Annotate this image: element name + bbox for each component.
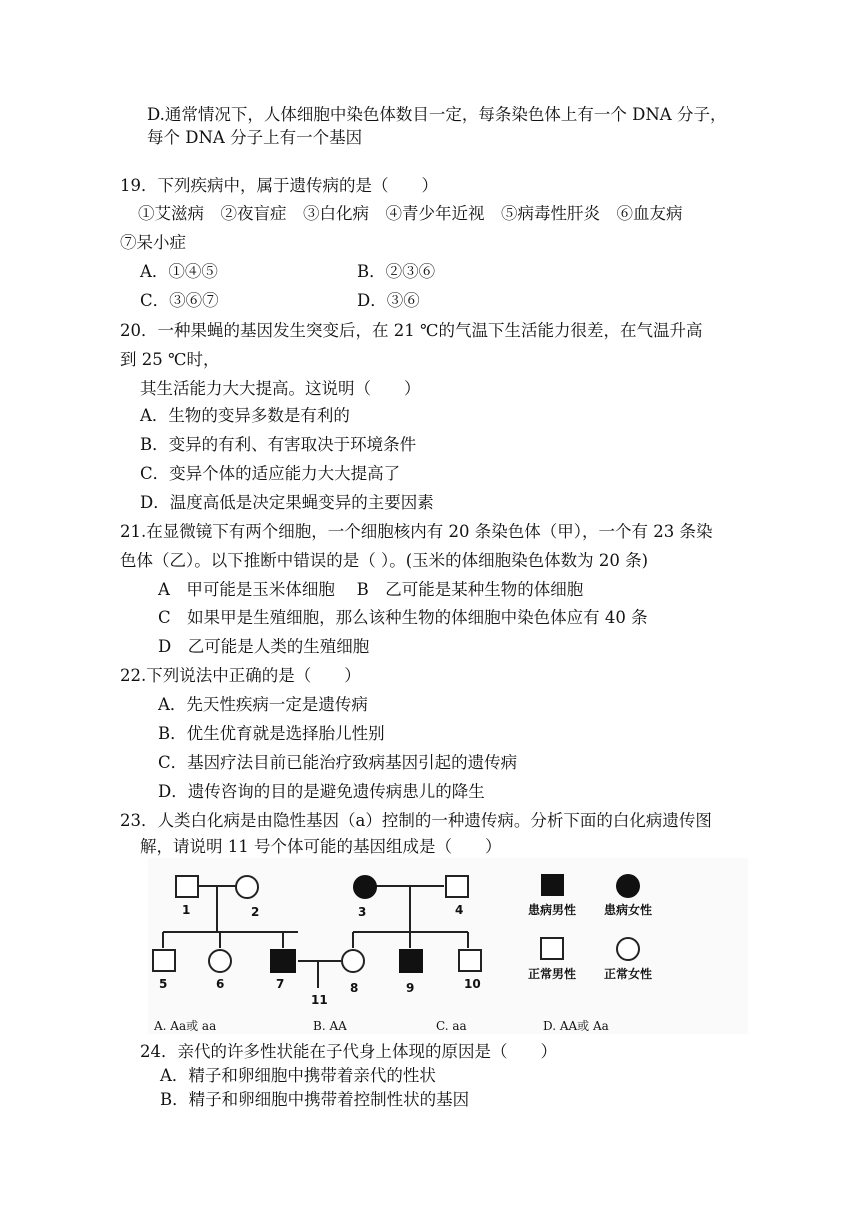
- q19-option-b: B．②③⑥: [357, 262, 436, 281]
- label-individual-5: 5: [159, 977, 168, 991]
- label-individual-4: 4: [455, 903, 464, 917]
- legend-affected-female-label: 患病女性: [603, 903, 653, 917]
- q19-option-a: A．①④⑤: [140, 262, 218, 281]
- q19-stem: 19．下列疾病中，属于遗传病的是（ ）: [120, 176, 438, 195]
- q19-option-d: D．③⑥: [357, 291, 420, 310]
- q23-option-d: D. AA或 Aa: [543, 1019, 609, 1033]
- q21-option-c: C 如果甲是生殖细胞，那么该种生物的体细胞中染色体应有 40 条: [158, 608, 648, 627]
- label-individual-8: 8: [350, 981, 359, 995]
- q23-stem-line1: 23．人类白化病是由隐性基因（a）控制的一种遗传病。分析下面的白化病遗传图: [120, 811, 712, 830]
- q22-option-d: D．遗传咨询的目的是避免遗传病患儿的降生: [158, 782, 485, 801]
- pedigree-diagram: [148, 858, 748, 1034]
- q20-option-d: D．温度高低是决定果蝇变异的主要因素: [140, 493, 434, 512]
- q18-option-d-line2: 每个 DNA 分子上有一个基因: [147, 128, 363, 147]
- legend-normal-female-symbol: [617, 938, 639, 960]
- label-individual-9: 9: [406, 981, 415, 995]
- individual-1-normal-male: [176, 876, 198, 897]
- individual-3-affected-female: [354, 876, 376, 898]
- individual-2-normal-female: [236, 876, 258, 898]
- legend-affected-male-symbol: [541, 874, 564, 896]
- q19-items-line2: ⑦呆小症: [120, 233, 186, 252]
- label-individual-2: 2: [251, 905, 260, 919]
- label-individual-7: 7: [276, 977, 285, 991]
- individual-9-affected-male: [400, 950, 422, 972]
- q19-option-c: C．③⑥⑦: [140, 291, 219, 310]
- q22-option-c: C．基因疗法目前已能治疗致病基因引起的遗传病: [158, 753, 518, 772]
- q22-stem: 22.下列说法中正确的是（ ）: [120, 666, 361, 685]
- legend-normal-male-label: 正常男性: [527, 967, 577, 981]
- q21-stem-line2: 色体（乙）。以下推断中错误的是（ ）。(玉米的体细胞染色体数为 20 条): [120, 551, 649, 570]
- individual-5-normal-male: [153, 950, 175, 971]
- legend-affected-female-symbol: [616, 874, 640, 898]
- q18-option-d-line1: D.通常情况下，人体细胞中染色体数目一定，每条染色体上有一个 DNA 分子，: [147, 105, 727, 124]
- individual-10-normal-male: [459, 950, 481, 971]
- q20-stem-line2: 到 25 ℃时，: [120, 350, 220, 369]
- q20-option-a: A．生物的变异多数是有利的: [140, 406, 350, 425]
- label-individual-11: 11: [311, 993, 328, 1007]
- q20-option-b: B．变异的有利、有害取决于环境条件: [140, 435, 417, 454]
- label-individual-10: 10: [464, 977, 481, 991]
- q22-option-b: B．优生优育就是选择胎儿性别: [158, 724, 385, 743]
- label-individual-3: 3: [358, 905, 367, 919]
- label-individual-6: 6: [216, 977, 225, 991]
- q21-stem-line1: 21.在显微镜下有两个细胞，一个细胞核内有 20 条染色体（甲），一个有 23 条染: [120, 522, 713, 541]
- legend-normal-male-symbol: [541, 938, 563, 959]
- q20-stem-line3: 其生活能力大大提高。这说明（ ）: [140, 379, 421, 398]
- q23-option-a: A. Aa或 aa: [154, 1019, 217, 1033]
- individual-8-normal-female: [342, 950, 364, 972]
- legend-affected-male-label: 患病男性: [527, 903, 577, 917]
- q24-stem: 24．亲代的许多性状能在子代身上体现的原因是（ ）: [140, 1042, 557, 1061]
- q21-option-ab: A 甲可能是玉米体细胞 B 乙可能是某种生物的体细胞: [158, 580, 584, 599]
- q21-option-d: D 乙可能是人类的生殖细胞: [158, 637, 370, 656]
- q19-items-line1: ①艾滋病 ②夜盲症 ③白化病 ④青少年近视 ⑤病毒性肝炎 ⑥血友病: [138, 204, 683, 223]
- individual-7-affected-male: [271, 950, 295, 972]
- individual-6-normal-female: [209, 950, 231, 972]
- label-individual-1: 1: [182, 903, 191, 917]
- legend-normal-female-label: 正常女性: [603, 967, 653, 981]
- q23-option-c: C. aa: [436, 1019, 467, 1033]
- q20-option-c: C．变异个体的适应能力大大提高了: [140, 464, 401, 483]
- q23-option-b: B. AA: [313, 1019, 347, 1033]
- q22-option-a: A．先天性疾病一定是遗传病: [158, 695, 368, 714]
- q20-stem-line1: 20．一种果蝇的基因发生突变后，在 21 ℃的气温下生活能力很差，在气温升高: [120, 321, 703, 340]
- individual-4-normal-male: [446, 876, 468, 897]
- q24-option-a: A．精子和卵细胞中携带着亲代的性状: [160, 1066, 436, 1085]
- q23-stem-line2: 解，请说明 11 号个体可能的基因组成是（ ）: [140, 837, 502, 856]
- q24-option-b: B．精子和卵细胞中携带着控制性状的基因: [160, 1090, 470, 1109]
